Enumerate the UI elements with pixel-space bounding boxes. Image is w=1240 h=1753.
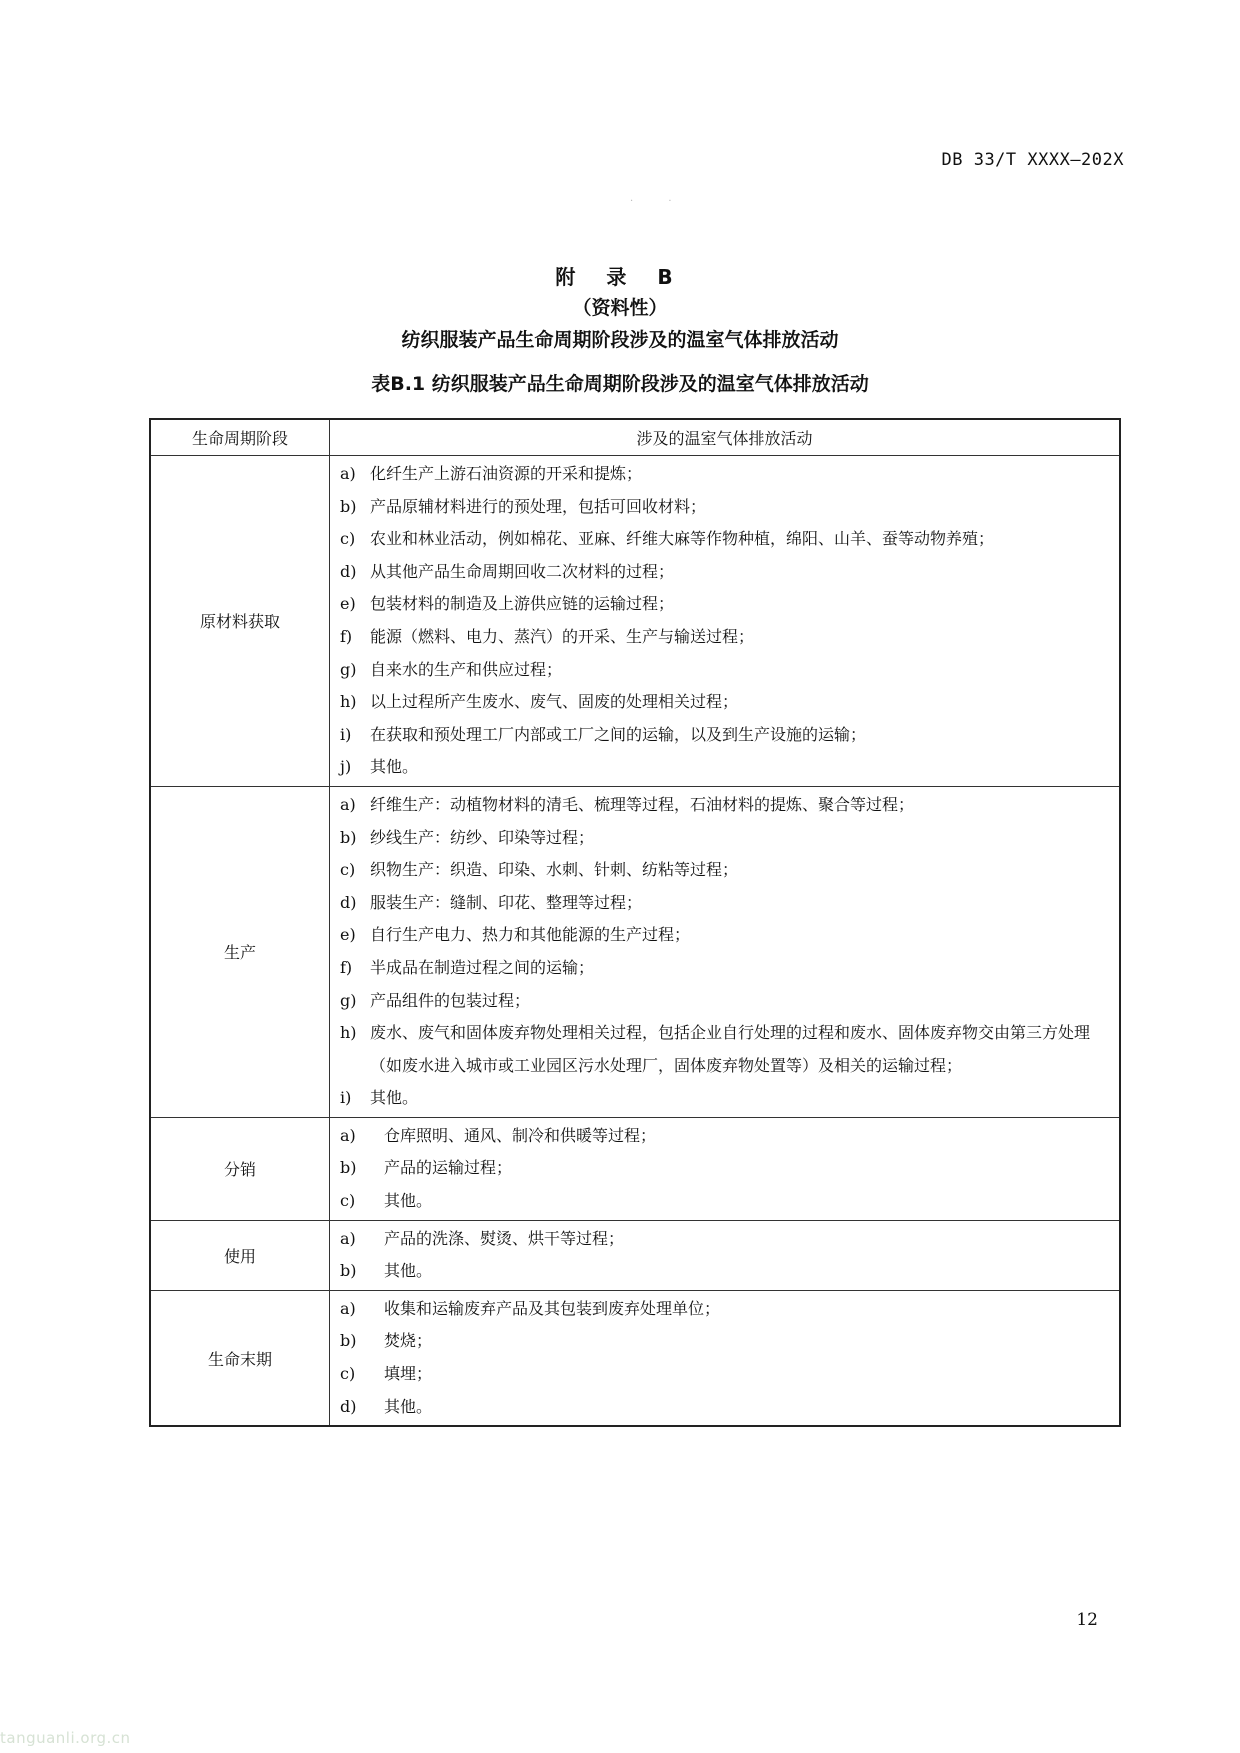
activity-text: 从其他产品生命周期回收二次材料的过程；	[370, 561, 675, 581]
activity-text: 其他。	[384, 1261, 433, 1281]
activity-item	[340, 1293, 1109, 1326]
decorative-dots: · ·	[630, 196, 688, 207]
activity-text: 农业和林业活动，例如棉花、亚麻、纤维大麻等作物种植，绵阳、山羊、蚕等动物养殖；	[370, 529, 995, 549]
activity-item	[340, 751, 1109, 784]
activity-text: 纱线生产：纺纱、印染等过程；	[370, 827, 595, 847]
activity-item	[340, 1223, 1109, 1256]
activity-text: 仓库照明、通风、制冷和供暖等过程；	[384, 1125, 657, 1145]
lifecycle-stage-cell: 分销	[150, 1117, 330, 1220]
activity-item	[340, 458, 1109, 491]
activity-item	[340, 854, 1109, 887]
activity-text: 废水、废气和固体废弃物处理相关过程，包括企业自行处理的过程和废水、固体废弃物交由第三方处理（如废水进入城市或工业园区污水处理厂，固体废弃物处置等）及相关的运输过程；	[370, 1023, 1091, 1075]
activity-text: 其他。	[370, 757, 419, 777]
activity-letter: a)	[340, 794, 356, 814]
activity-item	[340, 686, 1109, 719]
table-row	[150, 1290, 1120, 1426]
activity-letter: h)	[340, 1023, 357, 1043]
appendix-note: （资料性）	[572, 297, 668, 319]
activity-text: 化纤生产上游石油资源的开采和提炼；	[370, 464, 643, 483]
activity-letter: c)	[340, 529, 356, 549]
activity-item	[340, 654, 1109, 687]
activity-letter: f)	[340, 626, 353, 646]
activity-letter: d)	[340, 1396, 357, 1416]
activity-item	[340, 985, 1109, 1018]
activity-text: 在获取和预处理工厂内部或工厂之间的运输，以及到生产设施的运输；	[370, 724, 867, 744]
activity-letter: a)	[340, 1298, 356, 1318]
activity-text: 自来水的生产和供应过程；	[370, 659, 563, 679]
activity-letter: a)	[340, 1125, 356, 1145]
activity-item	[340, 621, 1109, 654]
lifecycle-stage-cell: 生命末期	[150, 1290, 330, 1426]
activity-letter: a)	[340, 1228, 356, 1248]
activity-letter: d)	[340, 892, 357, 912]
activity-text: 产品的洗涤、熨烫、烘干等过程；	[384, 1228, 625, 1248]
activity-item	[340, 952, 1109, 985]
activity-letter: j)	[340, 757, 352, 777]
table-row	[150, 1220, 1120, 1290]
activity-item	[340, 1017, 1109, 1082]
activities-cell	[330, 1117, 1121, 1220]
activity-letter: c)	[340, 1191, 356, 1211]
activity-item	[340, 1120, 1109, 1153]
lifecycle-stage-cell: 使用	[150, 1220, 330, 1290]
activity-letter: h)	[340, 692, 357, 712]
emission-activities-table	[149, 418, 1121, 1427]
activity-letter: d)	[340, 561, 357, 581]
standard-code: DB 33/T XXXX—202X	[941, 150, 1124, 170]
activity-item	[340, 789, 1109, 822]
activity-item	[340, 1082, 1109, 1115]
activity-item	[340, 919, 1109, 952]
activity-text: 其他。	[384, 1191, 433, 1211]
activity-letter: b)	[340, 1331, 357, 1351]
activity-item	[340, 1185, 1109, 1218]
activity-letter: b)	[340, 827, 357, 847]
activity-text: 产品的运输过程；	[384, 1158, 513, 1178]
activity-letter: a)	[340, 464, 356, 483]
table-header-row	[150, 419, 1120, 456]
activity-letter: c)	[340, 860, 356, 880]
activity-item	[340, 1152, 1109, 1185]
activity-item	[340, 822, 1109, 855]
page-number: 12	[1076, 1610, 1098, 1630]
activity-letter: e)	[340, 594, 356, 614]
activity-text: 产品组件的包装过程；	[370, 990, 531, 1010]
activity-text: 能源（燃料、电力、蒸汽）的开采、生产与输送过程；	[370, 626, 755, 646]
activity-letter: g)	[340, 990, 357, 1010]
activity-item	[340, 1358, 1109, 1391]
activity-letter: b)	[340, 1261, 357, 1281]
activity-item	[340, 887, 1109, 920]
activity-item	[340, 556, 1109, 589]
activity-text: 填埋；	[384, 1364, 433, 1384]
lifecycle-stage-cell: 生产	[150, 786, 330, 1117]
activity-item	[340, 491, 1109, 524]
activity-letter: b)	[340, 1158, 357, 1178]
activities-cell	[330, 1220, 1121, 1290]
activity-letter: c)	[340, 1364, 356, 1384]
table-row	[150, 1117, 1120, 1220]
header-activities: 涉及的温室气体排放活动	[330, 419, 1121, 456]
activity-text: 包装材料的制造及上游供应链的运输过程；	[370, 594, 675, 614]
table-row	[150, 456, 1120, 787]
activity-text: 产品原辅材料进行的预处理，包括可回收材料；	[370, 496, 707, 516]
activities-cell	[330, 786, 1121, 1117]
table-caption: 表B.1 纺织服装产品生命周期阶段涉及的温室气体排放活动	[371, 373, 869, 395]
activity-item	[340, 1391, 1109, 1424]
activity-text: 织物生产：织造、印染、水刺、针刺、纺粘等过程；	[370, 860, 739, 880]
table-row	[150, 786, 1120, 1117]
activities-cell	[330, 1290, 1121, 1426]
title-block	[0, 264, 1240, 399]
activity-letter: e)	[340, 925, 356, 945]
activity-item	[340, 523, 1109, 556]
activity-item	[340, 1255, 1109, 1288]
activity-item	[340, 719, 1109, 752]
appendix-name: 纺织服装产品生命周期阶段涉及的温室气体排放活动	[401, 329, 839, 351]
activity-item	[340, 588, 1109, 621]
activity-letter: f)	[340, 957, 353, 977]
activity-text: 纤维生产：动植物材料的清毛、梳理等过程，石油材料的提炼、聚合等过程；	[370, 794, 915, 814]
activity-text: 以上过程所产生废水、废气、固废的处理相关过程；	[370, 692, 739, 712]
header-stage: 生命周期阶段	[150, 419, 330, 456]
activity-letter: g)	[340, 659, 357, 679]
activity-text: 服装生产：缝制、印花、整理等过程；	[370, 892, 643, 912]
activity-letter: i)	[340, 724, 352, 744]
watermark: tanguanli.org.cn	[0, 1729, 131, 1747]
activity-text: 收集和运输废弃产品及其包装到废弃处理单位；	[384, 1298, 721, 1318]
activity-letter: i)	[340, 1088, 352, 1108]
activity-letter: b)	[340, 496, 357, 516]
activity-text: 自行生产电力、热力和其他能源的生产过程；	[370, 925, 691, 945]
activity-item	[340, 1325, 1109, 1358]
activities-cell	[330, 456, 1121, 787]
appendix-title: 附 录 B	[555, 265, 685, 289]
lifecycle-stage-cell: 原材料获取	[150, 456, 330, 787]
activity-text: 焚烧；	[384, 1331, 433, 1351]
activity-text: 其他。	[384, 1396, 433, 1416]
activity-text: 半成品在制造过程之间的运输；	[370, 957, 595, 977]
activity-text: 其他。	[370, 1088, 419, 1108]
